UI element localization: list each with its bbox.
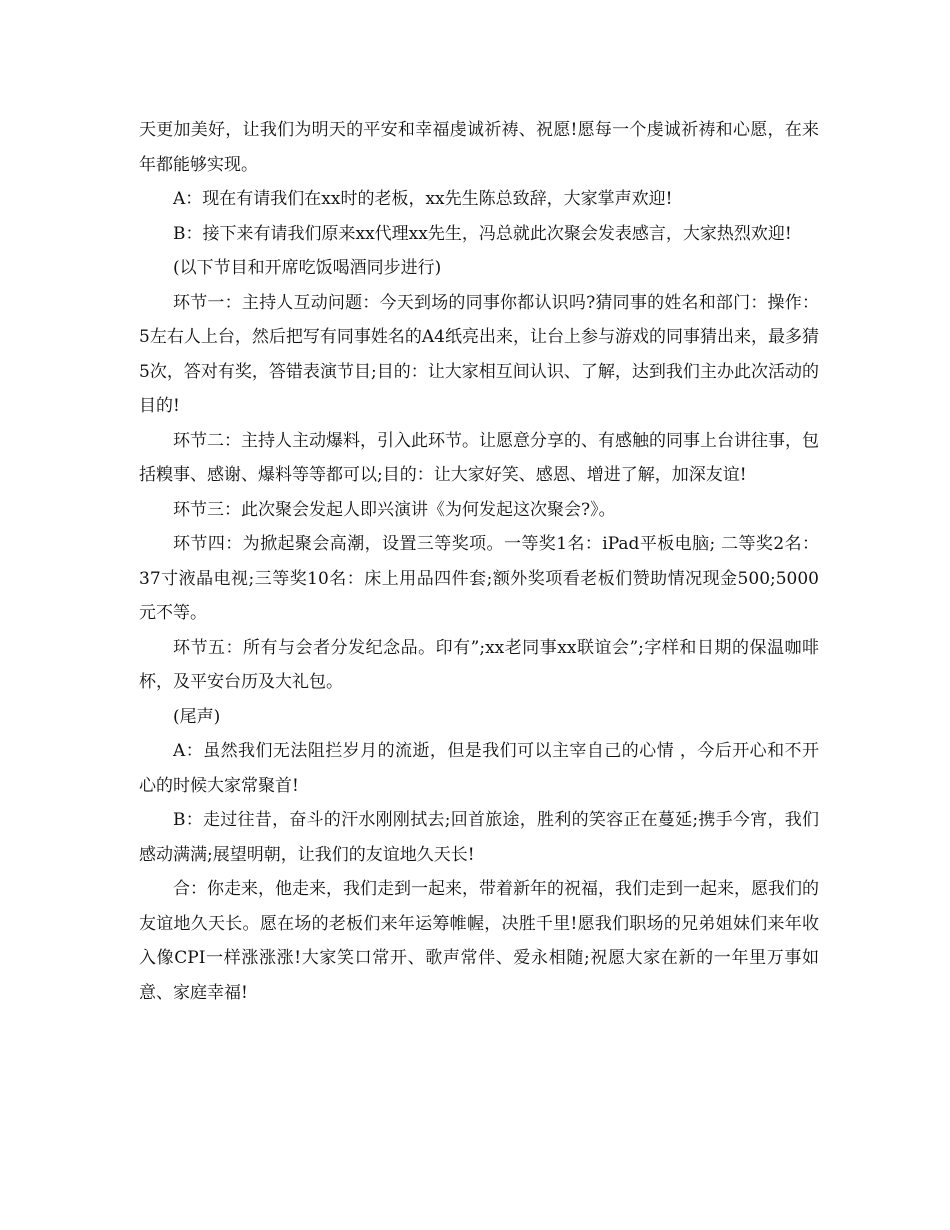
paragraph-segment-four: 环节四：为掀起聚会高潮，设置三等奖项。一等奖1名：iPad平板电脑; 二等奖2名： 37寸液晶电视;三等奖10名：床上用品四件套;额外奖项看老板们赞助情况现金500;5000元不等。	[139, 534, 819, 623]
paragraph-together-closing: 合：你走来，他走来，我们走到一起来，带着新年的祝福，我们走到一起来，愿我们的友谊地久天长。愿在场的老板们来年运筹帷幄，决胜千里!愿我们职场的兄弟姐妹们来年收入像CPI一样涨涨涨!大家笑口常开、歌声常伴、爱永相随;祝愿大家在新的一年里万事如意、家庭幸福!	[139, 879, 819, 1003]
paragraph-host-b-intro: B：接下来有请我们原来xx代理xx先生，冯总就此次聚会发表感言，大家热烈欢迎!	[173, 223, 792, 244]
paragraph-segment-five: 环节五：所有与会者分发纪念品。印有”;xx老同事xx联谊会”;字样和日期的保温咖啡杯，及平安台历及大礼包。	[139, 637, 819, 692]
paragraph-segment-two: 环节二：主持人主动爆料，引入此环节。让愿意分享的、有感触的同事上台讲往事，包括糗事、感谢、爆料等等都可以;目的：让大家好笑、感恩、增进了解，加深友谊!	[139, 430, 819, 485]
paragraph-opening-continuation: 天更加美好，让我们为明天的平安和幸福虔诚祈祷、祝愿!愿每一个虔诚祈祷和心愿，在来年都能够实现。	[139, 120, 819, 175]
paragraph-host-b-closing: B：走过往昔，奋斗的汗水刚刚拭去;回首旅途，胜利的笑容正在蔓延;携手今宵，我们感动满满;展望明朝，让我们的友谊地久天长!	[139, 810, 819, 865]
paragraph-segment-one: 环节一：主持人互动问题：今天到场的同事你都认识吗?猜同事的姓名和部门：操作：5左右人上台，然后把写有同事姓名的A4纸亮出来，让台上参与游戏的同事猜出来，最多猜5次，答对有奖，答错表演节目;目的：让大家相互间认识、了解，达到我们主办此次活动的目的!	[139, 292, 819, 416]
paragraph-host-a-closing: A：虽然我们无法阻拦岁月的流逝，但是我们可以主宰自己的心情 ，今后开心和不开心的时候大家常聚首!	[139, 741, 819, 796]
document-page	[139, 113, 819, 1010]
paragraph-epilogue-heading: (尾声)	[173, 706, 221, 727]
paragraph-segment-three: 环节三：此次聚会发起人即兴演讲《为何发起这次聚会?》。	[173, 499, 616, 520]
paragraph-program-note: (以下节目和开席吃饭喝酒同步进行)	[173, 258, 442, 278]
paragraph-host-a-intro: A：现在有请我们在xx时的老板，xx先生陈总致辞，大家掌声欢迎!	[173, 189, 673, 209]
